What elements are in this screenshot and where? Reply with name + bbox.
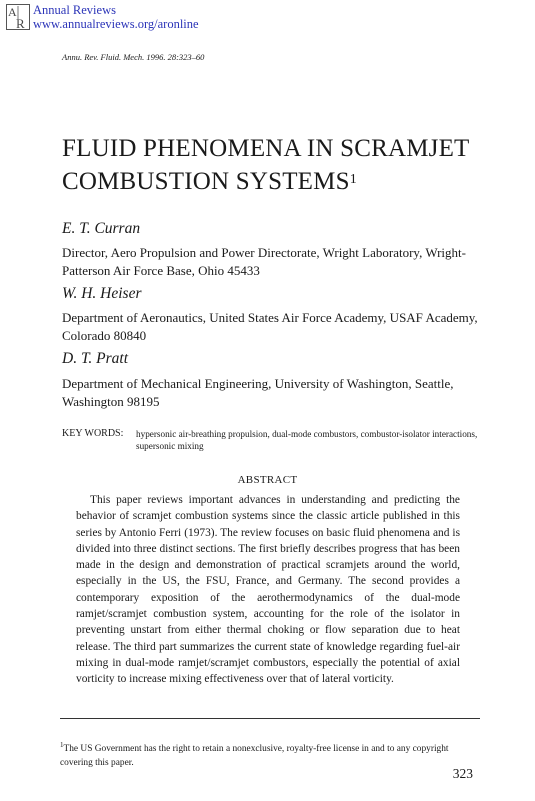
footnote-text: The US Government has the right to retain a nonexclusive, royalty-free license in and to any copyright covering this paper. [60,744,449,769]
svg-text:R: R [16,16,25,30]
svg-text:A: A [8,5,17,19]
keywords-label: KEY WORDS: [62,428,124,439]
author-affiliation: Department of Mechanical Engineering, University of Washington, Seattle, Washington 98195 [62,376,454,409]
author-affiliation: Department of Aeronautics, United States Air Force Academy, USAF Academy, Colorado 80840 [62,310,478,343]
footnote-divider [60,718,480,719]
page-number: 323 [452,766,473,781]
author-affiliation: Director, Aero Propulsion and Power Directorate, Wright Laboratory, Wright-Patterson Air Force Base, Ohio 45433 [62,245,466,278]
journal-citation: Annu. Rev. Fluid. Mech. 1996. 28:323–60 [62,52,205,62]
publisher-link[interactable]: Annual Reviews [33,3,116,17]
url-link[interactable]: www.annualreviews.org/aronline [33,17,199,31]
footnote-mark: 1 [60,741,64,749]
author-name: E. T. Curran [62,220,141,237]
abstract-body: This paper reviews important advances in understanding and predicting the behavior of scramjet combustion systems since the classic article published in this series by Antonio Ferri (1973). The review focuses on basic fluid phenomena and is divided into three distinct sections. The first briefly describes progress that has been made in the design and demonstration of practical scramjets around the world, especially in the US, the FSU, France, and Germany. The second provides a contemporary exposition of the aerothermodynamics of the dual-mode ramjet/scramjet combustion system, accounting for the role of the isolator in preventing unstart from either thermal choking or flow separation due to heat release. The third part summarizes the current state of knowledge regarding fuel-air mixing in dual-mode ramjet/scramjet combustors, especially the potential of axial vorticity to increase mixing effectiveness over that of lateral vorticity. [76,494,460,686]
title-footnote-mark: 1 [349,172,357,187]
annual-reviews-logo [6,4,30,30]
footnote [60,738,480,770]
article-title-text: FLUID PHENOMENA IN SCRAMJET COMBUSTION SYSTEMS [62,135,470,195]
abstract-heading: ABSTRACT [237,474,298,486]
article-title [62,132,502,198]
author-name: D. T. Pratt [62,350,129,367]
author-name: W. H. Heiser [62,285,142,302]
keywords-text: hypersonic air-breathing propulsion, dual-mode combustors, combustor-isolator interactions, supersonic mixing [136,429,478,451]
